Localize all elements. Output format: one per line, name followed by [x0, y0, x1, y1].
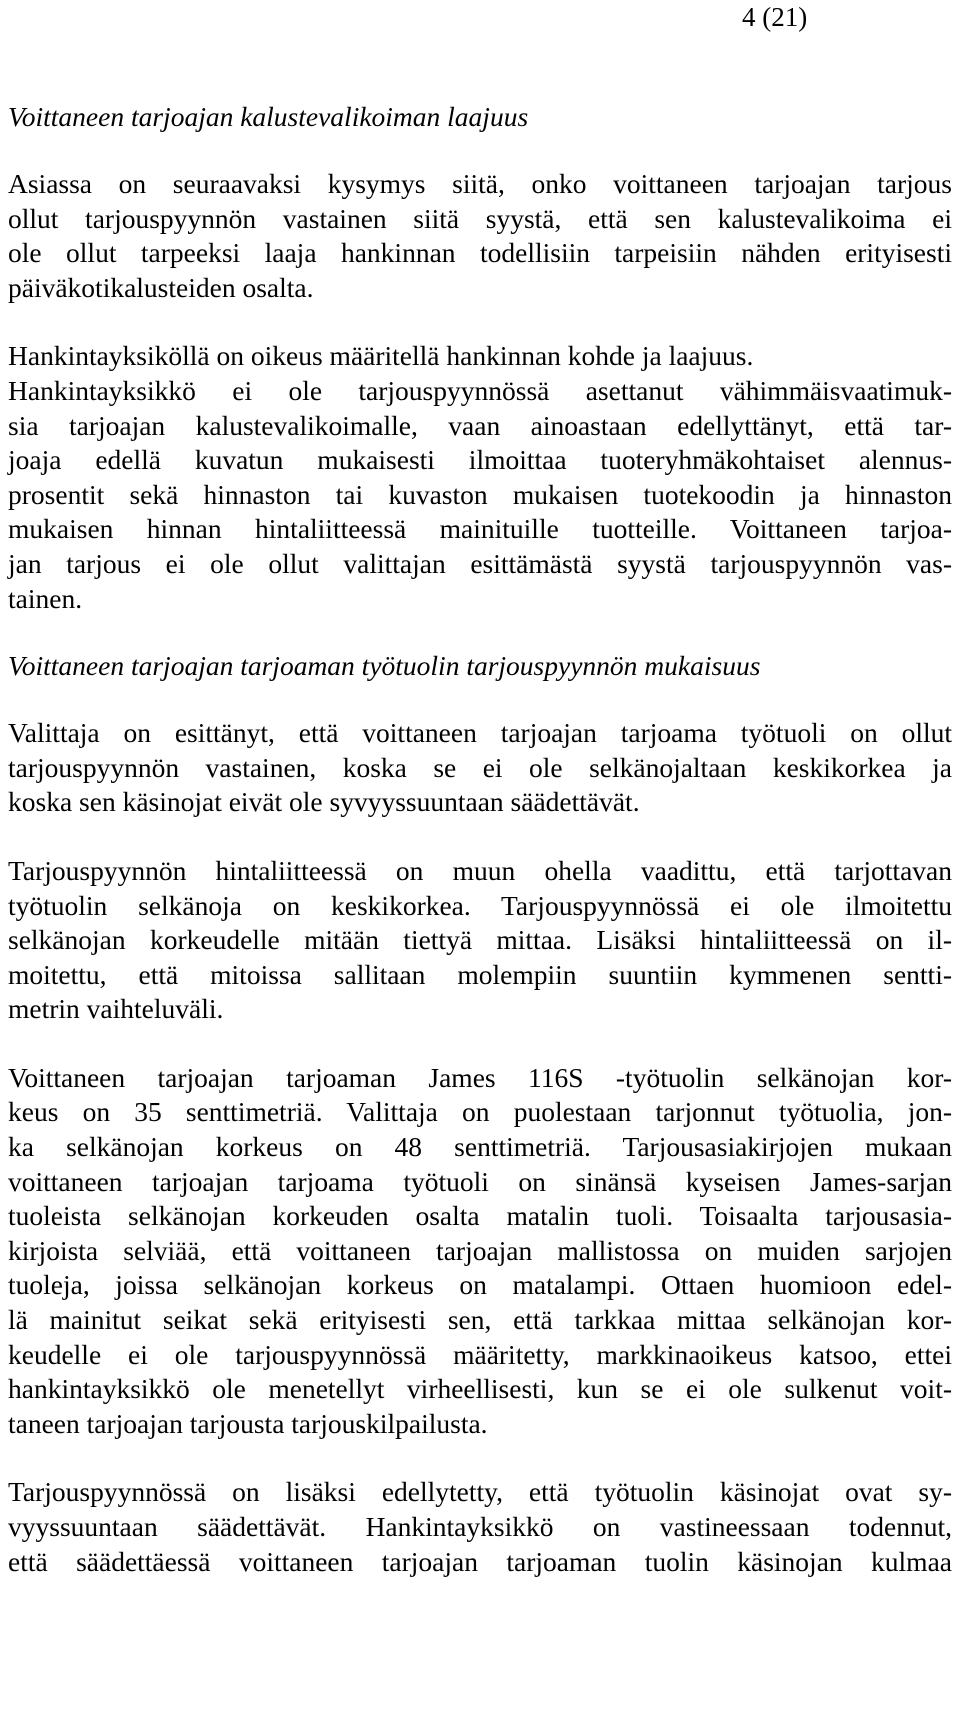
- text-line: Voittaneen tarjoajan tarjoaman James 116S -työtuolin selkänojan kor-: [8, 1061, 952, 1093]
- text-line: päiväkotikalusteiden osalta.: [8, 271, 314, 303]
- text-line: työtuolin selkänoja on keskikorkea. Tarjouspyynnössä ei ole ilmoitettu: [8, 889, 952, 921]
- paragraph: [8, 716, 952, 820]
- text-line: jan tarjous ei ole ollut valittajan esittämästä syystä tarjouspyynnön vas-: [8, 547, 952, 579]
- text-line: Tarjouspyynnössä on lisäksi edellytetty, että työtuolin käsinojat ovat sy-: [8, 1476, 952, 1508]
- text-line: hankintayksikkö ole menetellyt virheellisesti, kun se ei ole sulkenut voit-: [8, 1373, 952, 1405]
- text-line: keus on 35 senttimetriä. Valittaja on puolestaan tarjonnut työtuolia, jon-: [8, 1096, 952, 1128]
- paragraph: [8, 339, 952, 616]
- text-line: Hankintayksiköllä on oikeus määritellä hankinnan kohde ja laajuus.: [8, 340, 754, 372]
- paragraph: [8, 1061, 952, 1442]
- text-line: lä mainitut seikat sekä erityisesti sen, että tarkkaa mittaa selkänojan kor-: [8, 1304, 952, 1336]
- page-number: 4 (21): [742, 2, 808, 32]
- text-line: että säädettäessä voittaneen tarjoajan tarjoaman tuolin käsinojan kulmaa: [8, 1545, 952, 1577]
- text-line: moitettu, että mitoissa sallitaan molempiin suuntiin kymmenen sentti-: [8, 958, 952, 990]
- section-heading-tyotuoli: Voittaneen tarjoajan tarjoaman työtuolin tarjouspyynnön mukaisuus: [8, 650, 761, 682]
- text-line: sia tarjoajan kalustevalikoimalle, vaan ainoastaan edellyttänyt, että tar-: [8, 409, 952, 441]
- text-line: keudelle ei ole tarjouspyynnössä määritetty, markkinaoikeus katsoo, ettei: [8, 1338, 952, 1370]
- text-line: koska sen käsinojat eivät ole syvyyssuuntaan säädettävät.: [8, 786, 640, 818]
- paragraph: [8, 167, 952, 305]
- text-line: vyyssuuntaan säädettävät. Hankintayksikkö on vastineessaan todennut,: [8, 1511, 952, 1542]
- text-line: Valittaja on esittänyt, että voittaneen tarjoajan tarjoama työtuoli on ollut: [8, 717, 952, 749]
- text-line: tarjouspyynnön vastainen, koska se ei ole selkänojaltaan keskikorkea ja: [8, 751, 952, 783]
- text-line: Asiassa on seuraavaksi kysymys siitä, onko voittaneen tarjoajan tarjous: [8, 168, 952, 199]
- text-line: joaja edellä kuvatun mukaisesti ilmoittaa tuoteryhmäkohtaiset alennus-: [8, 444, 952, 476]
- text-line: voittaneen tarjoajan tarjoama työtuoli on sinänsä kyseisen James-sarjan: [8, 1165, 952, 1197]
- document-body: [8, 100, 952, 1579]
- paragraph: [8, 854, 952, 1027]
- section-heading-kalustevalikoima: Voittaneen tarjoajan kalustevalikoiman laajuus: [8, 101, 529, 132]
- text-line: ka selkänojan korkeus on 48 senttimetriä. Tarjousasiakirjojen mukaan: [8, 1131, 952, 1163]
- text-line: mukaisen hinnan hintaliitteessä mainituille tuotteille. Voittaneen tarjoa-: [8, 513, 952, 545]
- text-line: taneen tarjoajan tarjousta tarjouskilpailusta.: [8, 1407, 488, 1439]
- text-line: tuoleista selkänojan korkeuden osalta matalin tuoli. Toisaalta tarjousasia-: [8, 1200, 952, 1232]
- text-line: ole ollut tarpeeksi laaja hankinnan todellisiin tarpeisiin nähden erityisesti: [8, 237, 952, 269]
- text-line: kirjoista selviää, että voittaneen tarjoajan mallistossa on muiden sarjojen: [8, 1234, 952, 1266]
- text-line: ollut tarjouspyynnön vastainen siitä syystä, että sen kalustevalikoima ei: [8, 202, 952, 234]
- text-line: tuoleja, joissa selkänojan korkeus on matalampi. Ottaen huomioon edel-: [8, 1269, 952, 1301]
- text-line: Hankintayksikkö ei ole tarjouspyynnössä asettanut vähimmäisvaatimuk-: [8, 374, 952, 406]
- text-line: metrin vaihteluväli.: [8, 993, 224, 1025]
- text-line: tainen.: [8, 582, 83, 614]
- text-line: prosentit sekä hinnaston tai kuvaston mukaisen tuotekoodin ja hinnaston: [8, 478, 952, 510]
- text-line: Tarjouspyynnön hintaliitteessä on muun ohella vaadittu, että tarjottavan: [8, 854, 952, 886]
- paragraph: [8, 1475, 952, 1579]
- text-line: selkänojan korkeudelle mitään tiettyä mittaa. Lisäksi hintaliitteessä on il-: [8, 924, 952, 956]
